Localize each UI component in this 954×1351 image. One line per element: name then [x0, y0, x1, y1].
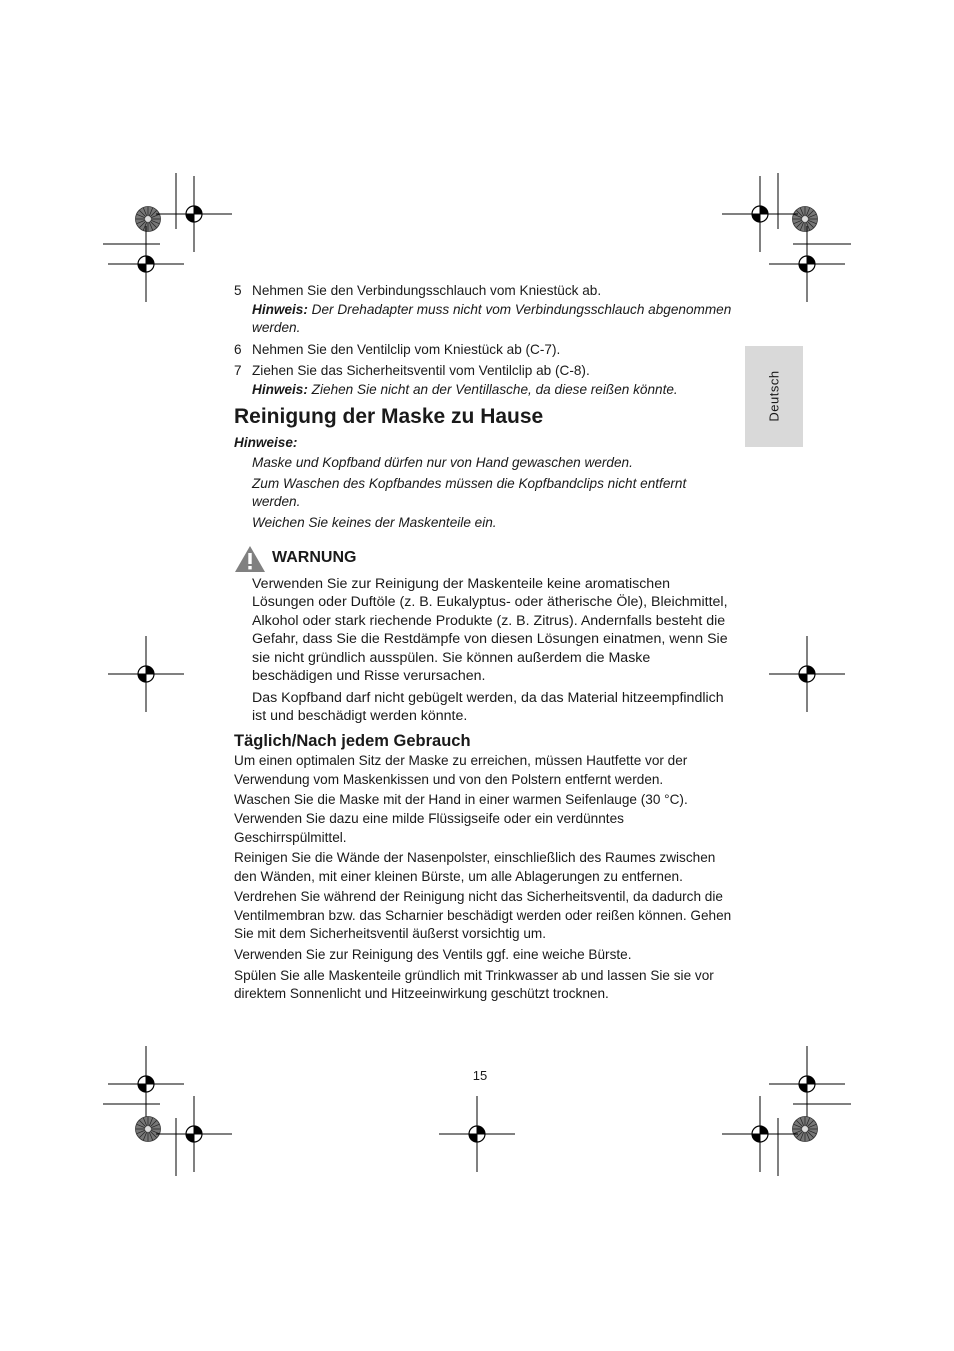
note-item: Zum Waschen des Kopfbandes müssen die Kopfbandclips nicht entfernt werden.	[252, 475, 687, 510]
step-list	[234, 282, 734, 400]
registration-mark-icon	[156, 1096, 232, 1172]
subsection-title: Täglich/Nach jedem Gebrauch	[234, 731, 471, 750]
language-tab-label: Deutsch	[766, 370, 782, 422]
registration-mark-icon	[722, 176, 798, 252]
note-item: Maske und Kopfband dürfen nur von Hand gewaschen werden.	[252, 455, 633, 471]
step-item	[234, 362, 734, 399]
registration-mark-icon	[108, 636, 184, 712]
note-label: Hinweis:	[252, 381, 308, 397]
step-item	[234, 282, 734, 338]
step-text: Nehmen Sie den Verbindungsschlauch vom Kniestück ab.	[252, 283, 602, 298]
section-title: Reinigung der Maske zu Hause	[234, 404, 544, 428]
step-text: Ziehen Sie das Sicherheitsventil vom Ventilclip ab (C-8).	[252, 363, 590, 379]
warning-triangle-icon	[234, 545, 266, 573]
color-target-icon	[793, 207, 818, 232]
paragraph: Spülen Sie alle Maskenteile gründlich mit Trinkwasser ab und lassen Sie sie vor direktem Sonnenlicht und Hitzeeinwirkung geschützt trocknen.	[234, 967, 714, 1002]
paragraph: Verdrehen Sie während der Reinigung nicht das Sicherheitsventil, da dadurch die Ventilmembran bzw. das Scharnier beschädigt werden oder reißen können. Gehen Sie mit dem Sicherheitsventil äußerst vorsichtig um.	[234, 889, 732, 942]
step-text: Nehmen Sie den Ventilclip vom Kniestück ab (C-7).	[252, 341, 561, 357]
registration-mark-icon	[722, 1096, 798, 1172]
note-item: Weichen Sie keines der Maskenteile ein.	[252, 514, 497, 530]
note-text: Ziehen Sie nicht an der Ventillasche, da diese reißen könnte.	[307, 381, 678, 397]
daily-instructions	[234, 752, 734, 1004]
paragraph: Waschen Sie die Maske mit der Hand in einer warmen Seifenlauge (30 °C). Verwenden Sie dazu eine milde Flüssigseife oder ein verdünntes Geschirrspülmittel.	[234, 792, 688, 845]
registration-mark-icon	[156, 176, 232, 252]
paragraph: Um einen optimalen Sitz der Maske zu erreichen, müssen Hautfette vor der Verwendung vom Maskenkissen und von den Polstern entfernt werden.	[234, 753, 688, 787]
warning-paragraph: Das Kopfband darf nicht gebügelt werden, da das Material hitzeempfindlich ist und beschädigt werden könnte.	[252, 689, 724, 725]
registration-mark-icon	[769, 226, 845, 302]
language-tab	[745, 346, 803, 447]
registration-mark-icon	[769, 636, 845, 712]
step-item	[234, 341, 734, 360]
step-number: 6	[234, 341, 242, 357]
notes-list	[234, 454, 734, 532]
color-target-icon	[136, 1117, 161, 1142]
warning-label: WARNUNG	[272, 549, 357, 567]
color-target-icon	[136, 207, 161, 232]
step-number: 7	[234, 363, 242, 379]
paragraph: Reinigen Sie die Wände der Nasenpolster, einschließlich des Raumes zwischen den Wänden, mit einer kleinen Bürste, um alle Ablagerungen zu entfernen.	[234, 850, 716, 884]
note-label: Hinweis:	[252, 301, 308, 317]
color-target-icon	[793, 1117, 818, 1142]
registration-mark-icon	[439, 1096, 515, 1172]
registration-mark-icon	[108, 226, 184, 302]
page-number: 15	[472, 1068, 488, 1083]
step-number: 5	[234, 283, 242, 298]
paragraph: Verwenden Sie zur Reinigung des Ventils ggf. eine weiche Bürste.	[234, 947, 632, 963]
registration-mark-icon	[769, 1046, 845, 1122]
warning-paragraph: Verwenden Sie zur Reinigung der Maskenteile keine aromatischen Lösungen oder Duftöle (z. B. Eukalyptus- oder ätherische Öle), Bleichmittel, Alkohol oder stark riechende Produkte (z. B. Zitrus). Andernfalls besteht die Gefahr, dass Sie die Restdämpfe von diesen Lösungen einatmen, wenn Sie sie nicht gründlich ausspülen. Sie können außerdem die Maske beschädigen und Risse verursachen.	[252, 575, 728, 685]
notes-label: Hinweise:	[234, 434, 298, 450]
warning-body	[252, 575, 734, 726]
registration-mark-icon	[108, 1046, 184, 1122]
page-content	[234, 282, 734, 1006]
warning-header	[234, 545, 734, 573]
note-text: Der Drehadapter muss nicht vom Verbindungsschlauch abgenommen werden.	[252, 301, 732, 336]
